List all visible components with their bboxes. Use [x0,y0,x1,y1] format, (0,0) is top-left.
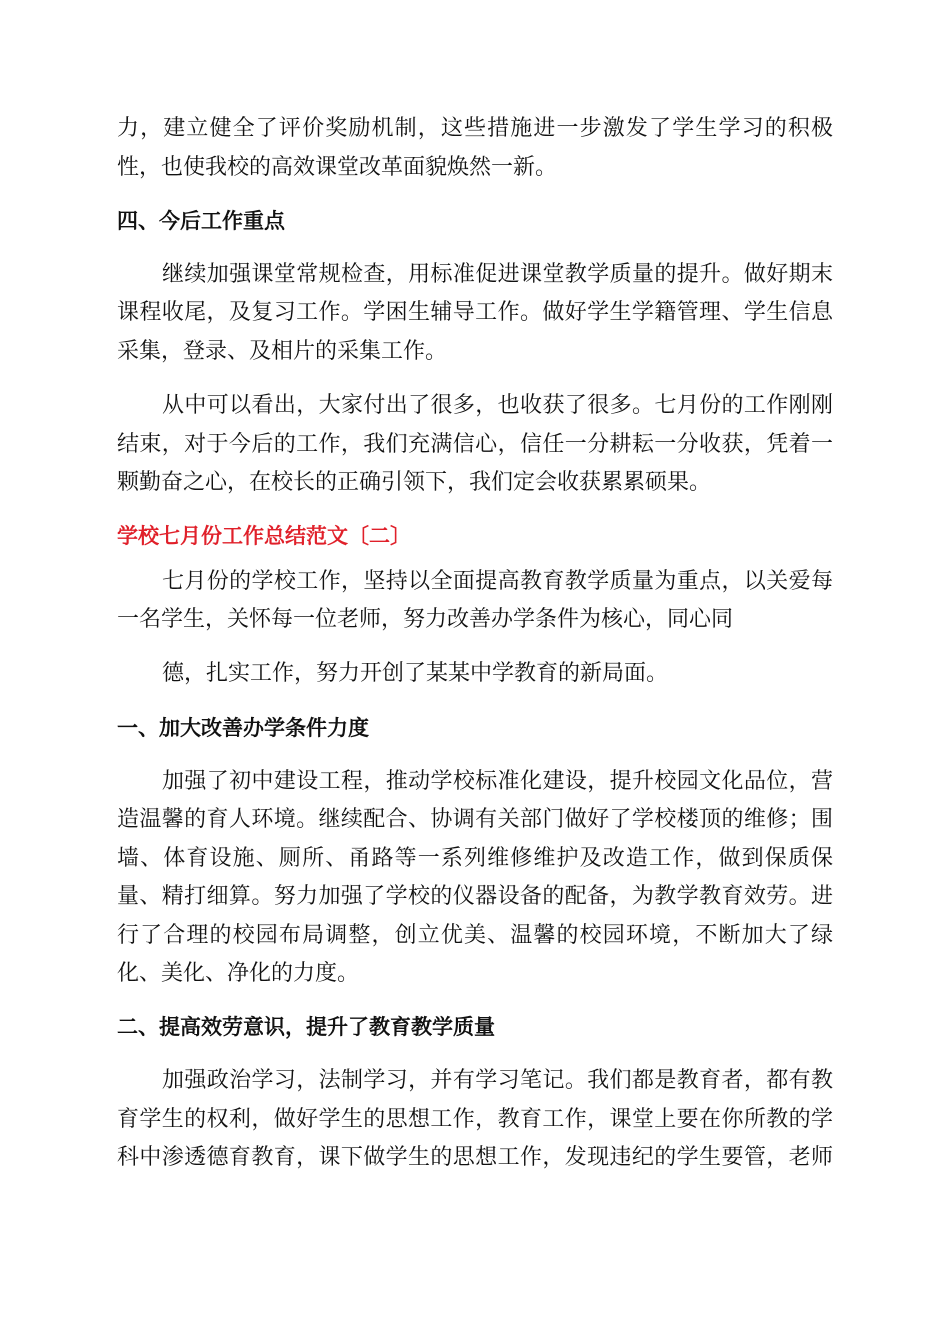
paragraph-line: 科中渗透德育教育，课下做学生的思想工作，发现违纪的学生要管，老师 [117,1145,833,1170]
section-heading: 二、提高效劳意识，提升了教育教学质量 [117,1015,495,1039]
paragraph-line: 化、美化、净化的力度。 [117,961,360,986]
paragraph-line: 加强了初中建设工程，推动学校标准化建设，提升校园文化品位，营 [162,769,833,794]
paragraph-line: 加强政治学习，法制学习，并有学习笔记。我们都是教育者，都有教 [162,1068,833,1093]
paragraph-line: 德，扎实工作，努力开创了某某中学教育的新局面。 [162,661,669,686]
paragraph-line: 量、精打细算。努力加强了学校的仪器设备的配备，为教学教育效劳。进 [117,884,833,909]
paragraph-line: 一名学生，关怀每一位老师，努力改善办学条件为核心，同心同 [117,607,734,632]
paragraph-line: 行了合理的校园布局调整，创立优美、温馨的校园环境，不断加大了绿 [117,923,833,948]
paragraph-line: 七月份的学校工作，坚持以全面提高教育教学质量为重点，以关爱每 [162,569,833,594]
paragraph-line: 力，建立健全了评价奖励机制，这些措施进一步激发了学生学习的积极 [117,116,833,141]
section-heading: 四、今后工作重点 [117,209,285,233]
paragraph-line: 继续加强课堂常规检查，用标准促进课堂教学质量的提升。做好期末 [162,262,833,287]
article-title: 学校七月份工作总结范文〔二〕 [117,524,411,548]
paragraph-line: 育学生的权利，做好学生的思想工作，教育工作，课堂上要在你所教的学 [117,1107,833,1132]
paragraph-line: 颗勤奋之心，在校长的正确引领下，我们定会收获累累硕果。 [117,470,712,495]
paragraph-line: 结束，对于今后的工作，我们充满信心，信任一分耕耘一分收获，凭着一 [117,432,833,457]
section-heading: 一、加大改善办学条件力度 [117,716,369,740]
paragraph-line: 从中可以看出，大家付出了很多，也收获了很多。七月份的工作刚刚 [162,393,833,418]
paragraph-line: 性，也使我校的高效课堂改革面貌焕然一新。 [117,155,558,180]
paragraph-line: 墙、体育设施、厕所、甬路等一系列维修维护及改造工作，做到保质保 [117,846,833,871]
paragraph-line: 造温馨的育人环境。继续配合、协调有关部门做好了学校楼顶的维修；围 [117,807,833,832]
paragraph-line: 课程收尾，及复习工作。学困生辅导工作。做好学生学籍管理、学生信息 [117,300,833,325]
paragraph-line: 采集，登录、及相片的采集工作。 [117,339,448,364]
